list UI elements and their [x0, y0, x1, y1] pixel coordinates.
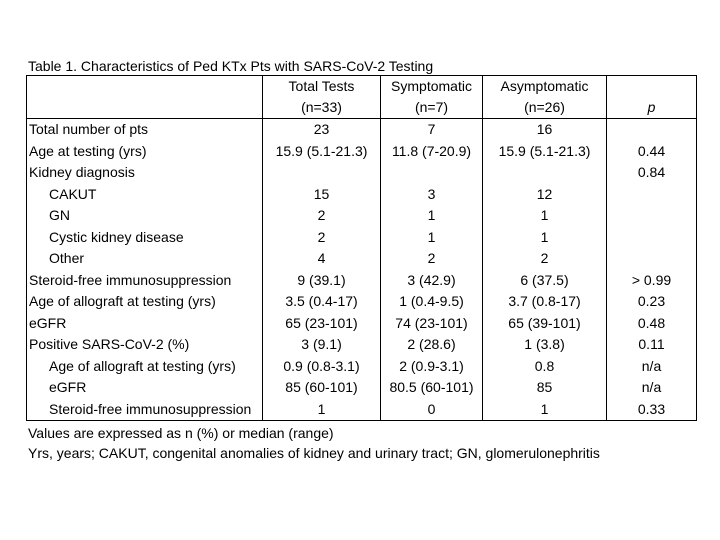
cell-p-value: 0.23 — [607, 291, 697, 313]
header-asymptomatic-n: (n=26) — [524, 99, 565, 115]
header-symptomatic — [381, 76, 483, 119]
cell-asymptomatic: 15.9 (5.1-21.3) — [483, 141, 607, 163]
cell-p-value — [607, 205, 697, 227]
cell-p-value: 0.11 — [607, 334, 697, 356]
cell-symptomatic: 80.5 (60-101) — [381, 377, 483, 399]
header-total-tests-title: Total Tests — [288, 78, 355, 94]
cell-symptomatic: 1 — [381, 205, 483, 227]
row-label: GN — [27, 205, 263, 227]
table-body — [27, 119, 697, 421]
header-p-value — [607, 76, 697, 119]
cell-total: 2 — [263, 227, 381, 249]
row-label: Positive SARS-CoV-2 (%) — [27, 334, 263, 356]
footnote-abbreviations: Yrs, years; CAKUT, congenital anomalies of kidney and urinary tract; GN, glomerulonephritis — [28, 445, 600, 461]
cell-total: 65 (23-101) — [263, 313, 381, 335]
row-label: CAKUT — [27, 184, 263, 206]
table-row — [27, 270, 697, 292]
header-asymptomatic — [483, 76, 607, 119]
header-label-column — [27, 76, 263, 119]
cell-asymptomatic: 1 — [483, 227, 607, 249]
row-label: eGFR — [27, 313, 263, 335]
cell-symptomatic: 1 (0.4-9.5) — [381, 291, 483, 313]
table-row — [27, 313, 697, 335]
table-row — [27, 162, 697, 184]
cell-total: 15 — [263, 184, 381, 206]
table-row — [27, 334, 697, 356]
cell-total: 3.5 (0.4-17) — [263, 291, 381, 313]
cell-symptomatic: 11.8 (7-20.9) — [381, 141, 483, 163]
cell-p-value — [607, 248, 697, 270]
cell-asymptomatic: 16 — [483, 119, 607, 141]
table-row — [27, 119, 697, 141]
cell-p-value — [607, 184, 697, 206]
header-row — [27, 76, 697, 119]
row-label: Age of allograft at testing (yrs) — [27, 291, 263, 313]
cell-symptomatic: 2 (28.6) — [381, 334, 483, 356]
row-label: Age at testing (yrs) — [27, 141, 263, 163]
header-symptomatic-title: Symptomatic — [391, 78, 472, 94]
row-label: Total number of pts — [27, 119, 263, 141]
cell-asymptomatic: 1 — [483, 399, 607, 421]
cell-symptomatic: 3 — [381, 184, 483, 206]
row-label: eGFR — [27, 377, 263, 399]
table-row — [27, 184, 697, 206]
cell-symptomatic: 3 (42.9) — [381, 270, 483, 292]
row-label: Kidney diagnosis — [27, 162, 263, 184]
header-total-tests — [263, 76, 381, 119]
cell-asymptomatic: 3.7 (0.8-17) — [483, 291, 607, 313]
cell-total: 2 — [263, 205, 381, 227]
cell-symptomatic: 7 — [381, 119, 483, 141]
cell-asymptomatic: 65 (39-101) — [483, 313, 607, 335]
cell-symptomatic: 74 (23-101) — [381, 313, 483, 335]
header-asymptomatic-title: Asymptomatic — [500, 78, 589, 94]
cell-symptomatic: 2 — [381, 248, 483, 270]
cell-total: 3 (9.1) — [263, 334, 381, 356]
cell-asymptomatic: 1 (3.8) — [483, 334, 607, 356]
cell-total: 85 (60-101) — [263, 377, 381, 399]
cell-p-value: 0.84 — [607, 162, 697, 184]
header-p-symbol: p — [647, 99, 656, 115]
table-row — [27, 205, 697, 227]
table-caption: Table 1. Characteristics of Ped KTx Pts with SARS-CoV-2 Testing — [28, 58, 434, 74]
cell-total: 23 — [263, 119, 381, 141]
row-label: Steroid-free immunosuppression — [27, 399, 263, 421]
cell-p-value: 0.48 — [607, 313, 697, 335]
cell-asymptomatic — [483, 162, 607, 184]
cell-symptomatic — [381, 162, 483, 184]
cell-p-value — [607, 119, 697, 141]
cell-asymptomatic: 6 (37.5) — [483, 270, 607, 292]
cell-symptomatic: 2 (0.9-3.1) — [381, 356, 483, 378]
cell-total: 4 — [263, 248, 381, 270]
cell-p-value: 0.33 — [607, 399, 697, 421]
row-label: Other — [27, 248, 263, 270]
header-total-tests-n: (n=33) — [301, 99, 342, 115]
table-row — [27, 291, 697, 313]
cell-total — [263, 162, 381, 184]
cell-symptomatic: 1 — [381, 227, 483, 249]
characteristics-table — [26, 75, 697, 421]
cell-p-value: n/a — [607, 377, 697, 399]
cell-p-value: n/a — [607, 356, 697, 378]
row-label: Cystic kidney disease — [27, 227, 263, 249]
table-row — [27, 141, 697, 163]
cell-total: 9 (39.1) — [263, 270, 381, 292]
cell-asymptomatic: 1 — [483, 205, 607, 227]
table-row — [27, 356, 697, 378]
header-symptomatic-n: (n=7) — [414, 99, 449, 115]
cell-total: 0.9 (0.8-3.1) — [263, 356, 381, 378]
cell-asymptomatic: 12 — [483, 184, 607, 206]
table-row — [27, 399, 697, 421]
table-row — [27, 227, 697, 249]
cell-asymptomatic: 2 — [483, 248, 607, 270]
cell-p-value: > 0.99 — [607, 270, 697, 292]
cell-total: 15.9 (5.1-21.3) — [263, 141, 381, 163]
cell-symptomatic: 0 — [381, 399, 483, 421]
row-label: Steroid-free immunosuppression — [27, 270, 263, 292]
table-row — [27, 248, 697, 270]
cell-asymptomatic: 0.8 — [483, 356, 607, 378]
cell-p-value: 0.44 — [607, 141, 697, 163]
footnote-values: Values are expressed as n (%) or median (range) — [28, 425, 334, 441]
cell-total: 1 — [263, 399, 381, 421]
cell-p-value — [607, 227, 697, 249]
table-row — [27, 377, 697, 399]
cell-asymptomatic: 85 — [483, 377, 607, 399]
row-label: Age of allograft at testing (yrs) — [27, 356, 263, 378]
